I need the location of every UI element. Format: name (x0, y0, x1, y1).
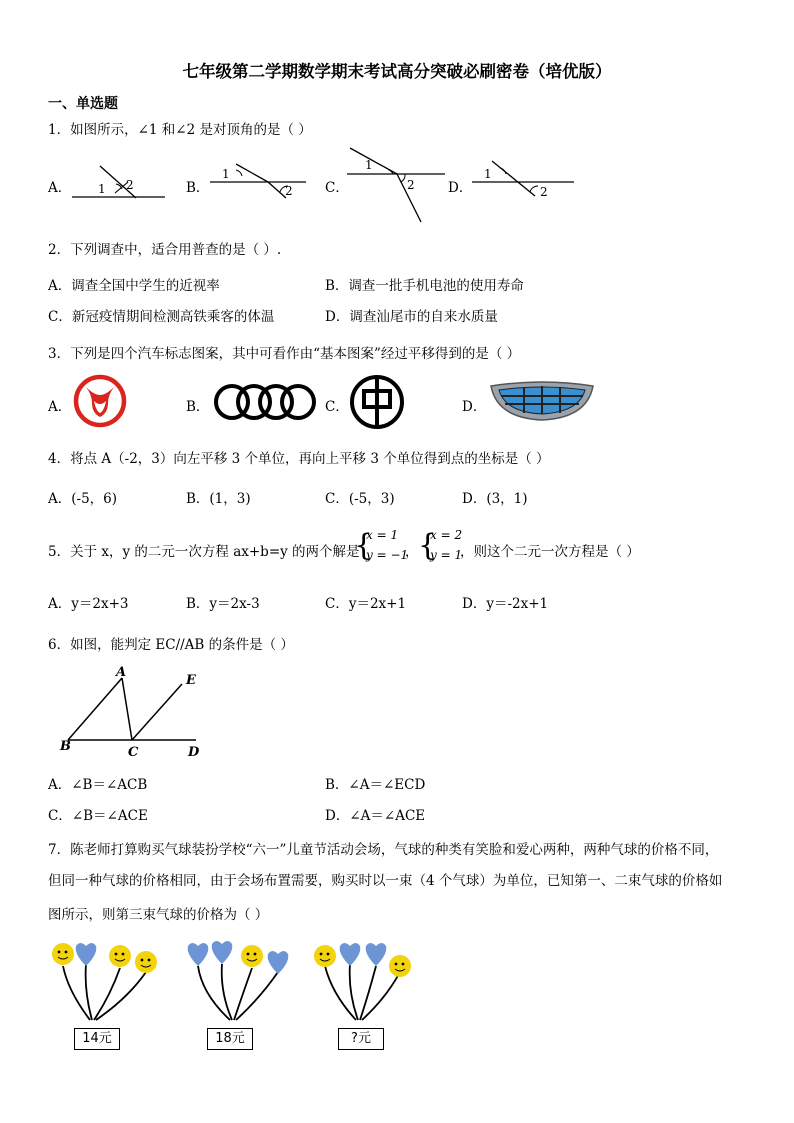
q6-option-d[interactable]: D．∠A＝∠ACE (325, 808, 426, 824)
q1-figure-c (345, 144, 455, 224)
q5-sys2-eq2: y = 1 (430, 548, 463, 562)
q5-comma: ， (405, 544, 419, 560)
q4-option-d[interactable]: D．(3，1) (462, 491, 528, 507)
section-heading: 一、单选题 (48, 96, 118, 112)
q1-figure-d (470, 158, 580, 203)
q2-option-d[interactable]: D．调查汕尾市的自来水质量 (325, 309, 498, 325)
q1a-angle1: 1 (98, 182, 106, 196)
q1d-angle1: 1 (484, 167, 492, 181)
q6-option-b[interactable]: B．∠A＝∠ECD (325, 777, 426, 793)
q4-option-b[interactable]: B．(1，3) (186, 491, 251, 507)
q1-option-c[interactable]: C． (325, 180, 349, 196)
q7-line-2: 但同一种气球的价格相同，由于会场布置需要，购买时以一束（4 个气球）为单位，已知第一、二束气球的价格如 (48, 873, 723, 889)
q3-option-d[interactable]: D． (462, 399, 487, 415)
q6-label-e: E (186, 673, 196, 688)
q1-option-d[interactable]: D． (448, 180, 473, 196)
balloon-bunch-1 (48, 936, 164, 1032)
geely-logo-icon (487, 380, 597, 422)
q6-label-b: B (60, 739, 71, 754)
q1-option-a[interactable]: A． (48, 180, 72, 196)
q2-stem: 2．下列调查中，适合用普查的是（ ）. (48, 242, 282, 258)
q3-option-a[interactable]: A． (48, 399, 72, 415)
q3-option-c[interactable]: C． (325, 399, 349, 415)
q5-option-d[interactable]: D．y＝-2x+1 (462, 596, 549, 612)
q7-line-3: 图所示，则第三束气球的价格为（ ） (48, 907, 269, 923)
q5-sys1-eq1: x = 1 (366, 528, 399, 542)
q1-figure-a (70, 160, 170, 205)
q5-sys2-eq1: x = 2 (430, 528, 463, 542)
q6-option-c[interactable]: C．∠B＝∠ACE (48, 808, 148, 824)
q3-option-b[interactable]: B． (186, 399, 210, 415)
q1d-angle2: 2 (540, 185, 548, 199)
price-label-1: 14元 (74, 1028, 120, 1050)
q2-option-b[interactable]: B．调查一批手机电池的使用寿命 (325, 278, 524, 294)
q1b-angle1: 1 (222, 167, 230, 181)
q6-option-a[interactable]: A．∠B＝∠ACB (48, 777, 148, 793)
q2-option-a[interactable]: A．调查全国中学生的近视率 (48, 278, 220, 294)
q7-line-1: 7．陈老师打算购买气球装扮学校“六一”儿童节活动会场，气球的种类有笑脸和爱心两种，两种气球的价格不同， (48, 842, 719, 858)
q1c-angle1: 1 (365, 158, 373, 172)
q4-option-a[interactable]: A．(-5，6) (48, 491, 118, 507)
price-label-2: 18元 (207, 1028, 253, 1050)
q5-brace-1: { (354, 528, 374, 563)
q5-option-c[interactable]: C．y＝2x+1 (325, 596, 407, 612)
balloon-bunch-2 (180, 936, 296, 1032)
q6-label-d: D (188, 745, 200, 760)
q5-stem-b: ，则这个二元一次方程是（ ） (460, 544, 640, 560)
page-title: 七年级第二学期数学期末考试高分突破必刷密卷（培优版） (182, 62, 612, 81)
q4-stem: 4．将点 A（-2，3）向左平移 3 个单位，再向上平移 3 个单位得到点的坐标是（ ） (48, 451, 550, 467)
q1-stem: 1．如图所示，∠1 和∠2 是对顶角的是（ ） (48, 122, 312, 138)
q5-sys1-eq2: y = −1 (366, 548, 409, 562)
q1-figure-b (208, 160, 308, 205)
q6-figure (58, 664, 208, 760)
q5-brace-2: { (418, 528, 438, 563)
q5-option-b[interactable]: B．y＝2x-3 (186, 596, 260, 612)
q6-stem: 6．如图，能判定 EC//AB 的条件是（ ） (48, 637, 294, 653)
q1-option-b[interactable]: B． (186, 180, 210, 196)
q6-label-a: A (116, 665, 127, 680)
q2-option-c[interactable]: C．新冠疫情期间检测高铁乘客的体温 (48, 309, 275, 325)
q5-option-a[interactable]: A．y＝2x+3 (48, 596, 129, 612)
zhonghua-logo-icon (348, 373, 406, 431)
q4-option-c[interactable]: C．(-5，3) (325, 491, 395, 507)
balloon-bunch-3 (310, 936, 426, 1032)
q3-stem: 3．下列是四个汽车标志图案，其中可看作由“基本图案”经过平移得到的是（ ） (48, 346, 521, 362)
dongfeng-logo-icon (72, 373, 128, 429)
q6-label-c: C (128, 745, 139, 760)
q5-stem-a: 5．关于 x，y 的二元一次方程 ax+b=y 的两个解是 (48, 544, 360, 560)
q1a-angle2: 2 (126, 178, 134, 192)
price-label-3: ?元 (338, 1028, 384, 1050)
q1c-angle2: 2 (407, 178, 415, 192)
audi-rings-logo-icon (208, 381, 323, 423)
q1b-angle2: 2 (285, 184, 293, 198)
